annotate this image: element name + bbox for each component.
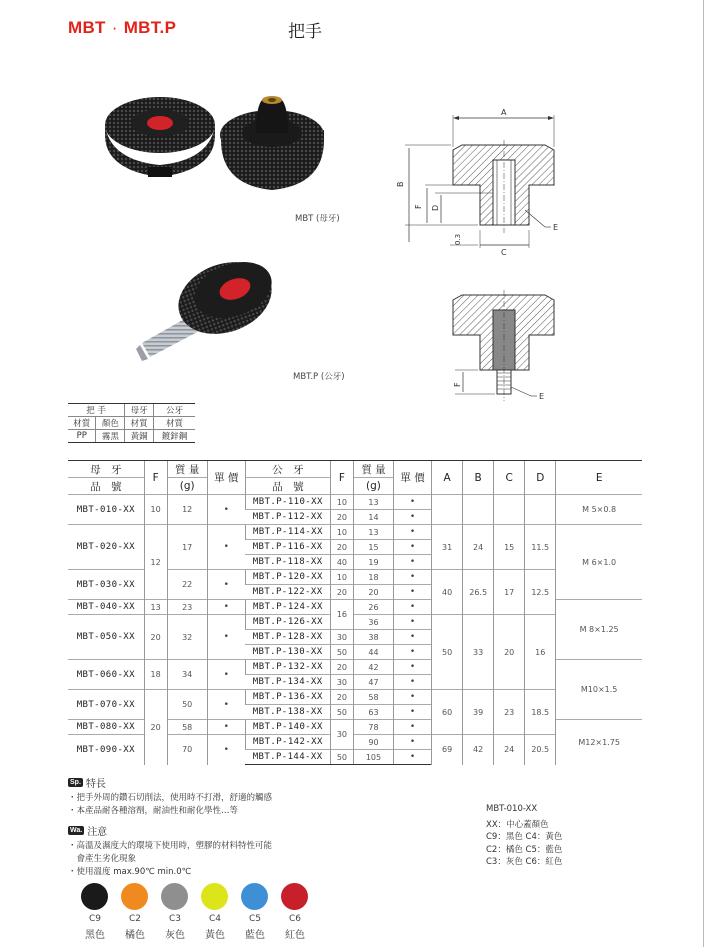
male-mass-cell: 15 xyxy=(353,540,393,555)
female-code-cell: MBT-020-XX xyxy=(68,525,144,570)
page-edge-line xyxy=(703,0,704,947)
caution-tag: Wa. xyxy=(70,827,83,834)
male-code-cell: MBT.P-124-XX xyxy=(245,600,330,615)
female-price-cell: • xyxy=(207,735,245,765)
female-f-cell: 20 xyxy=(144,615,167,660)
header-male-code: 公 牙 xyxy=(245,461,330,478)
legend-line: C3：灰色 C6：紅色 xyxy=(486,857,563,867)
caution-heading xyxy=(68,823,107,838)
brand-separator: · xyxy=(111,18,118,37)
swatch-name: 灰色 xyxy=(165,930,185,941)
swatch-name: 橘色 xyxy=(125,930,145,941)
dim-d-cell: 20.5 xyxy=(525,735,556,765)
male-code-cell: MBT.P-144-XX xyxy=(245,750,330,765)
female-mass-cell: 23 xyxy=(167,600,207,615)
dim-c-cell: 24 xyxy=(494,735,525,765)
female-f-cell: 12 xyxy=(144,525,167,600)
swatch-black xyxy=(81,883,108,910)
swatch-code: C3 xyxy=(168,914,181,924)
male-f-cell: 50 xyxy=(330,705,353,720)
header-f2: F xyxy=(330,461,353,495)
header-price: 單 價 xyxy=(207,461,245,495)
male-price-cell: • xyxy=(394,705,432,720)
dim-b-cell: 42 xyxy=(463,735,494,765)
male-price-cell: • xyxy=(394,750,432,765)
male-f-cell: 10 xyxy=(330,525,353,540)
caution-title: 注意 xyxy=(87,827,108,838)
table-row xyxy=(68,495,642,510)
male-caption: MBT.P (公牙) xyxy=(293,372,345,382)
header-mass-unit2: (g) xyxy=(353,478,393,495)
swatch-name: 藍色 xyxy=(245,930,265,941)
page-title: 把手 xyxy=(288,22,322,42)
caution-item: ・高溫及濕度大的環境下使用時，塑膠的材料特性可能 xyxy=(68,841,273,851)
header-e: E xyxy=(556,461,642,495)
female-code-cell: MBT-030-XX xyxy=(68,570,144,600)
brand-title xyxy=(68,18,176,38)
male-f-cell: 30 xyxy=(330,720,353,750)
dim-c-cell: 23 xyxy=(494,690,525,735)
female-code-cell: MBT-080-XX xyxy=(68,720,144,735)
male-price-cell: • xyxy=(394,630,432,645)
male-mass-cell: 36 xyxy=(353,615,393,630)
dim-b-cell: 24 xyxy=(463,525,494,570)
female-mass-cell: 22 xyxy=(167,570,207,600)
female-mass-cell: 50 xyxy=(167,690,207,720)
male-mass-cell: 63 xyxy=(353,705,393,720)
dim-a-cell: 50 xyxy=(432,615,463,690)
spec-cell: 顏色 xyxy=(96,417,125,430)
spec-cell: 把 手 xyxy=(68,404,125,417)
male-code-cell: MBT.P-122-XX xyxy=(245,585,330,600)
male-f-cell: 50 xyxy=(330,645,353,660)
dim-d-cell: 11.5 xyxy=(525,525,556,570)
dim-c-cell: 20 xyxy=(494,615,525,690)
header-mass2: 質 量 xyxy=(353,461,393,478)
dim-d-cell: 18.5 xyxy=(525,690,556,735)
swatch-code: C6 xyxy=(288,914,301,924)
female-f-cell: 20 xyxy=(144,690,167,765)
male-mass-cell: 44 xyxy=(353,645,393,660)
knob-photo-2 xyxy=(220,96,324,190)
brand-mbt: MBT xyxy=(68,18,106,37)
table-row xyxy=(68,660,642,675)
table-row xyxy=(68,600,642,615)
header-price2: 單 價 xyxy=(394,461,432,495)
female-code-cell: MBT-060-XX xyxy=(68,660,144,690)
dim-d-cell: 12.5 xyxy=(525,570,556,615)
spec-cell: PP xyxy=(68,430,96,443)
male-code-cell: MBT.P-136-XX xyxy=(245,690,330,705)
male-mass-cell: 26 xyxy=(353,600,393,615)
male-mass-cell: 105 xyxy=(353,750,393,765)
header-f: F xyxy=(144,461,167,495)
male-mass-cell: 78 xyxy=(353,720,393,735)
male-mass-cell: 13 xyxy=(353,495,393,510)
female-price-cell: • xyxy=(207,615,245,660)
female-f-cell: 10 xyxy=(144,495,167,525)
female-mass-cell: 12 xyxy=(167,495,207,525)
male-code-cell: MBT.P-112-XX xyxy=(245,510,330,525)
female-f-cell: 13 xyxy=(144,600,167,615)
material-table xyxy=(68,403,195,443)
male-price-cell: • xyxy=(394,720,432,735)
male-code-cell: MBT.P-120-XX xyxy=(245,570,330,585)
male-price-cell: • xyxy=(394,600,432,615)
female-f-cell: 18 xyxy=(144,660,167,690)
dim-d-cell: 16 xyxy=(525,615,556,690)
male-f-cell: 30 xyxy=(330,675,353,690)
thread-cell: M 5×0.8 xyxy=(556,495,642,525)
dim-a-label: A xyxy=(501,108,507,117)
dim-gap-label: 0.3 xyxy=(454,233,462,245)
caution-item: 會產生劣化現象 xyxy=(68,854,137,864)
female-caption: MBT (母牙) xyxy=(295,214,340,224)
dim-b-cell: 39 xyxy=(463,690,494,735)
knob-photo-3 xyxy=(136,250,282,361)
thread-cell: M 8×1.25 xyxy=(556,600,642,660)
male-price-cell: • xyxy=(394,675,432,690)
swatch-code: C9 xyxy=(88,914,101,924)
features-title: 特長 xyxy=(85,779,106,790)
header-a: A xyxy=(432,461,463,495)
caution-item: ・使用溫度 max.90℃ min.0℃ xyxy=(68,867,192,877)
male-price-cell: • xyxy=(394,645,432,660)
female-price-cell: • xyxy=(207,690,245,720)
swatch-orange xyxy=(121,883,148,910)
male-price-cell: • xyxy=(394,495,432,510)
spec-cell: 材質 xyxy=(125,417,154,430)
header-female-code: 母 牙 xyxy=(68,461,144,478)
dim-e-label-male: E xyxy=(539,392,545,401)
female-code-cell: MBT-090-XX xyxy=(68,735,144,765)
knob-photo-1 xyxy=(105,97,215,177)
dim-a-cell: 40 xyxy=(432,570,463,615)
dim-d-label: D xyxy=(431,204,440,211)
male-f-cell: 50 xyxy=(330,750,353,765)
female-mass-cell: 34 xyxy=(167,660,207,690)
male-code-cell: MBT.P-116-XX xyxy=(245,540,330,555)
swatch-name: 黑色 xyxy=(85,930,105,941)
female-price-cell: • xyxy=(207,660,245,690)
male-mass-cell: 42 xyxy=(353,660,393,675)
female-mass-cell: 17 xyxy=(167,525,207,570)
male-price-cell: • xyxy=(394,585,432,600)
spec-cell: 母牙 xyxy=(125,404,154,417)
male-code-cell: MBT.P-140-XX xyxy=(245,720,330,735)
features-heading xyxy=(68,775,106,790)
swatch-name: 黃色 xyxy=(205,930,225,941)
legend-line: XX：中心蓋顏色 xyxy=(486,819,549,830)
female-price-cell: • xyxy=(207,720,245,735)
spec-cell: 鍍鋅鋼 xyxy=(153,430,195,443)
color-legend xyxy=(486,803,562,869)
thread-cell: M 6×1.0 xyxy=(556,525,642,600)
spec-cell: 材質 xyxy=(153,417,195,430)
dim-f-label: F xyxy=(414,204,423,209)
swatch-name: 紅色 xyxy=(285,930,305,941)
male-mass-cell: 38 xyxy=(353,630,393,645)
dim-c-cell: 15 xyxy=(494,525,525,570)
male-f-cell: 20 xyxy=(330,585,353,600)
male-mass-cell: 90 xyxy=(353,735,393,750)
header-d: D xyxy=(525,461,556,495)
male-f-cell: 20 xyxy=(330,660,353,675)
dim-e-label: E xyxy=(553,223,559,232)
dim-b-label: B xyxy=(396,181,405,187)
male-code-cell: MBT.P-142-XX xyxy=(245,735,330,750)
male-mass-cell: 20 xyxy=(353,585,393,600)
female-mass-cell: 70 xyxy=(167,735,207,765)
spec-cell: 黃銅 xyxy=(125,430,154,443)
female-price-cell: • xyxy=(207,570,245,600)
dim-a-cell: 60 xyxy=(432,690,463,735)
female-code-cell: MBT-010-XX xyxy=(68,495,144,525)
male-mass-cell: 58 xyxy=(353,690,393,705)
male-price-cell: • xyxy=(394,570,432,585)
female-code-cell: MBT-070-XX xyxy=(68,690,144,720)
male-mass-cell: 19 xyxy=(353,555,393,570)
thread-cell: M12×1.75 xyxy=(556,720,642,765)
male-price-cell: • xyxy=(394,510,432,525)
legend-code: MBT-010-XX xyxy=(486,804,538,814)
male-price-cell: • xyxy=(394,660,432,675)
swatch-code: C2 xyxy=(128,914,141,924)
product-table xyxy=(68,460,642,765)
male-price-cell: • xyxy=(394,555,432,570)
male-f-cell: 40 xyxy=(330,555,353,570)
male-mass-cell: 47 xyxy=(353,675,393,690)
technical-drawings xyxy=(385,105,585,405)
male-code-cell: MBT.P-128-XX xyxy=(245,630,330,645)
header-mass-unit: (g) xyxy=(167,478,207,495)
male-code-cell: MBT.P-138-XX xyxy=(245,705,330,720)
male-code-cell: MBT.P-118-XX xyxy=(245,555,330,570)
male-code-cell: MBT.P-126-XX xyxy=(245,615,330,630)
features-item: ・把手外周的鑽石切削法，使用時不打滑，舒適的觸感 xyxy=(68,793,273,803)
male-price-cell: • xyxy=(394,735,432,750)
features-list xyxy=(68,792,272,818)
features-item: ・本產品耐各種溶劑，耐油性和耐化學性…等 xyxy=(68,806,239,816)
female-price-cell: • xyxy=(207,495,245,525)
dim-b-cell: 33 xyxy=(463,615,494,690)
female-price-cell: • xyxy=(207,525,245,570)
brand-mbtp: MBT.P xyxy=(123,18,177,37)
dim-c-cell: 17 xyxy=(494,570,525,615)
male-f-cell: 20 xyxy=(330,690,353,705)
male-f-cell: 20 xyxy=(330,510,353,525)
dim-c-label: C xyxy=(501,248,507,257)
male-price-cell: • xyxy=(394,690,432,705)
dim-a-cell: 69 xyxy=(432,735,463,765)
male-price-cell: • xyxy=(394,615,432,630)
male-mass-cell: 18 xyxy=(353,570,393,585)
spec-cell: 材質 xyxy=(68,417,96,430)
dim-b-cell: 26.5 xyxy=(463,570,494,615)
male-f-cell: 10 xyxy=(330,495,353,510)
swatch-code: C5 xyxy=(248,914,261,924)
swatch-code: C4 xyxy=(208,914,221,924)
male-f-cell: 16 xyxy=(330,600,353,630)
header-c: C xyxy=(494,461,525,495)
female-price-cell: • xyxy=(207,600,245,615)
features-tag: Sp. xyxy=(70,779,81,786)
male-mass-cell: 14 xyxy=(353,510,393,525)
swatch-gray xyxy=(161,883,188,910)
table-row xyxy=(68,525,642,540)
female-code-cell: MBT-050-XX xyxy=(68,615,144,660)
swatch-red xyxy=(281,883,308,910)
swatch-yellow xyxy=(201,883,228,910)
male-code-cell: MBT.P-114-XX xyxy=(245,525,330,540)
legend-line: C2：橘色 C5：藍色 xyxy=(486,844,563,855)
header-female-code-2: 品 號 xyxy=(68,478,144,495)
female-mass-cell: 58 xyxy=(167,720,207,735)
male-code-cell: MBT.P-132-XX xyxy=(245,660,330,675)
header-mass: 質 量 xyxy=(167,461,207,478)
male-code-cell: MBT.P-110-XX xyxy=(245,495,330,510)
male-price-cell: • xyxy=(394,525,432,540)
male-price-cell: • xyxy=(394,540,432,555)
product-photos xyxy=(100,85,380,385)
female-mass-cell: 32 xyxy=(167,615,207,660)
dim-a-cell: 31 xyxy=(432,525,463,570)
male-code-cell: MBT.P-130-XX xyxy=(245,645,330,660)
header-male-code-2: 品 號 xyxy=(245,478,330,495)
male-mass-cell: 13 xyxy=(353,525,393,540)
male-f-cell: 10 xyxy=(330,570,353,585)
male-code-cell: MBT.P-134-XX xyxy=(245,675,330,690)
female-code-cell: MBT-040-XX xyxy=(68,600,144,615)
caution-list xyxy=(68,840,272,879)
spec-cell: 公牙 xyxy=(153,404,195,417)
swatch-blue xyxy=(241,883,268,910)
male-f-cell: 30 xyxy=(330,630,353,645)
dim-f-label-male: F xyxy=(453,382,462,387)
thread-cell: M10×1.5 xyxy=(556,660,642,720)
male-f-cell: 20 xyxy=(330,540,353,555)
legend-line: C9：黑色 C4：黃色 xyxy=(486,832,563,842)
spec-cell: 霧黑 xyxy=(96,430,125,443)
header-b: B xyxy=(463,461,494,495)
